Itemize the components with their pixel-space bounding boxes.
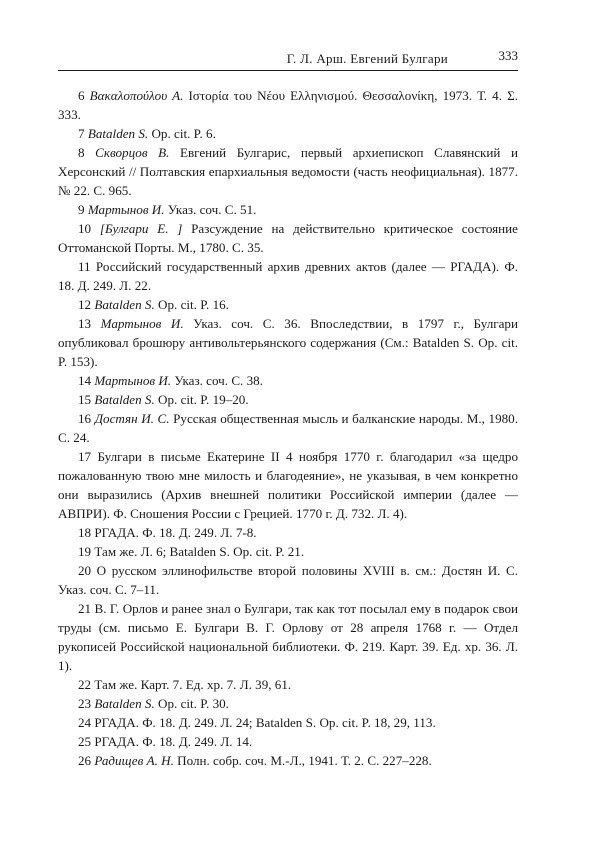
footnote-number: 8 [78,145,85,160]
footnote-author: Batalden S. [94,392,155,407]
footnote-11 [58,257,518,295]
footnote-text: Указ. соч. С. 36. Впоследствии, в 1797 г., Булгари опубликовал брошюру антивольтерьянского содержания (См.: Batalden S. Op. cit. P. 153). [58,316,518,369]
footnote-number: 25 [78,734,92,749]
footnote-text: РГАДА. Ф. 18. Д. 249. Л. 24; Batalden S. Op. cit. P. 18, 29, 113. [94,715,436,730]
footnote-14 [58,371,518,390]
footnote-number: 16 [78,411,92,426]
footnote-text: Ιστορία του Νέου Ελληνισμού. Θεσσαλονίκη, 1973. Т. 4. Σ. 333. [58,88,518,122]
footnote-number: 6 [78,88,85,103]
footnote-author: Радищев А. Н. [94,753,174,768]
footnote-text: Русская общественная мысль и балканские народы. М., 1980. С. 24. [58,411,518,445]
footnote-author: Мартынов И. [87,202,165,217]
footnote-8 [58,143,518,200]
footnote-19 [58,542,518,561]
footnote-number: 15 [78,392,92,407]
footnote-number: 20 [78,563,92,578]
footnote-author: Мартынов И. [94,373,172,388]
footnote-23 [58,694,518,713]
footnote-text: О русском эллинофильстве второй половины XVIII в. см.: Достян И. С. Указ. соч. С. 7–11. [58,563,519,597]
footnote-text: Булгари в письме Екатерине II 4 ноября 1770 г. благодарил «за щедро пожалованную твою мне милость и благодеяние», не указывая, в чем конкретно они выразились (Архив внешней политики Российской империи (далее — АВПРИ). Ф. Сношения России с Грецией. 1770 г. Д. 732. Л. 4). [58,449,518,521]
header-rule [58,70,518,71]
footnote-number: 26 [78,753,92,768]
footnote-text: Российский государственный архив древних актов (далее — РГАДА). Ф. 18. Д. 249. Л. 22. [58,259,518,293]
footnote-text: Там же. Л. 6; Batalden S. Op. cit. P. 21. [94,544,305,559]
footnote-number: 21 [78,601,92,616]
footnote-6 [58,86,518,124]
footnote-text: Полн. собр. соч. М.-Л., 1941. Т. 2. С. 227–228. [173,753,432,768]
footnote-text: Указ. соч. С. 38. [171,373,263,388]
footnote-author: Скворцов В. [95,145,170,160]
footnote-number: 10 [78,221,92,236]
footnote-author: Мартынов И. [100,316,184,331]
footnote-number: 9 [78,202,85,217]
footnote-author: Batalden S. [94,297,155,312]
footnote-number: 17 [78,449,92,464]
footnote-text: Разсуждение на действительно критическое состояние Оттоманской Порты. М., 1780. С. 35. [58,221,518,255]
footnote-9 [58,200,518,219]
footnotes-list [58,86,518,770]
footnote-author: Batalden S. [87,126,149,141]
footnote-number: 23 [78,696,92,711]
footnote-25 [58,732,518,751]
footnote-10 [58,219,518,257]
footnote-20 [58,561,518,599]
footnote-number: 12 [78,297,92,312]
footnote-13 [58,314,518,371]
footnote-18 [58,523,518,542]
footnote-text: Там же. Карт. 7. Ед. хр. 7. Л. 39, 61. [94,677,292,692]
page-number: 333 [498,48,518,63]
footnote-text: Евгений Булгарис, первый архиепископ Славянский и Херсонский // Полтавския епархиальныя ведомости (часть неофициальная). 1877. № 22. С. 965. [58,145,518,198]
footnote-text: РГАДА. Ф. 18. Д. 249. Л. 7-8. [94,525,257,540]
footnote-15 [58,390,518,409]
footnote-26 [58,751,518,770]
footnote-text: Op. cit. P. 16. [154,297,229,312]
footnote-author: Batalden S. [94,696,155,711]
footnote-text: Op. cit. P. 19–20. [154,392,249,407]
footnote-number: 7 [78,126,85,141]
footnote-number: 13 [78,316,92,331]
page-header [58,48,518,70]
footnote-21 [58,599,518,675]
footnote-number: 24 [78,715,92,730]
footnote-text: Op. cit. P. 6. [148,126,216,141]
footnote-text: Op. cit. P. 30. [154,696,229,711]
footnote-number: 18 [78,525,92,540]
footnote-number: 11 [78,259,91,274]
footnote-number: 14 [78,373,92,388]
footnote-22 [58,675,518,694]
footnote-7 [58,124,518,143]
footnote-text: Указ. соч. С. 51. [164,202,257,217]
footnote-12 [58,295,518,314]
footnote-number: 22 [78,677,92,692]
footnote-17 [58,447,518,523]
footnote-text: РГАДА. Ф. 18. Д. 249. Л. 14. [94,734,253,749]
footnote-text: В. Г. Орлов и ранее знал о Булгари, так как тот посылал ему в подарок свои труды (см. письмо Е. Булгари В. Г. Орлову от 28 апреля 1768 г. — Отдел рукописей Российской национальной библиотеки. Ф. 219. Карт. 39. Ед. хр. 36. Л. 1). [58,601,518,673]
footnote-24 [58,713,518,732]
footnote-author: [Булгари Е. ] [99,221,183,236]
footnote-author: Βακαλοπούλου Α. [89,88,184,103]
running-head: Г. Л. Арш. Евгений Булгари [286,51,448,66]
footnote-16 [58,409,518,447]
footnote-number: 19 [78,544,92,559]
footnote-author: Достян И. С. [94,411,170,426]
